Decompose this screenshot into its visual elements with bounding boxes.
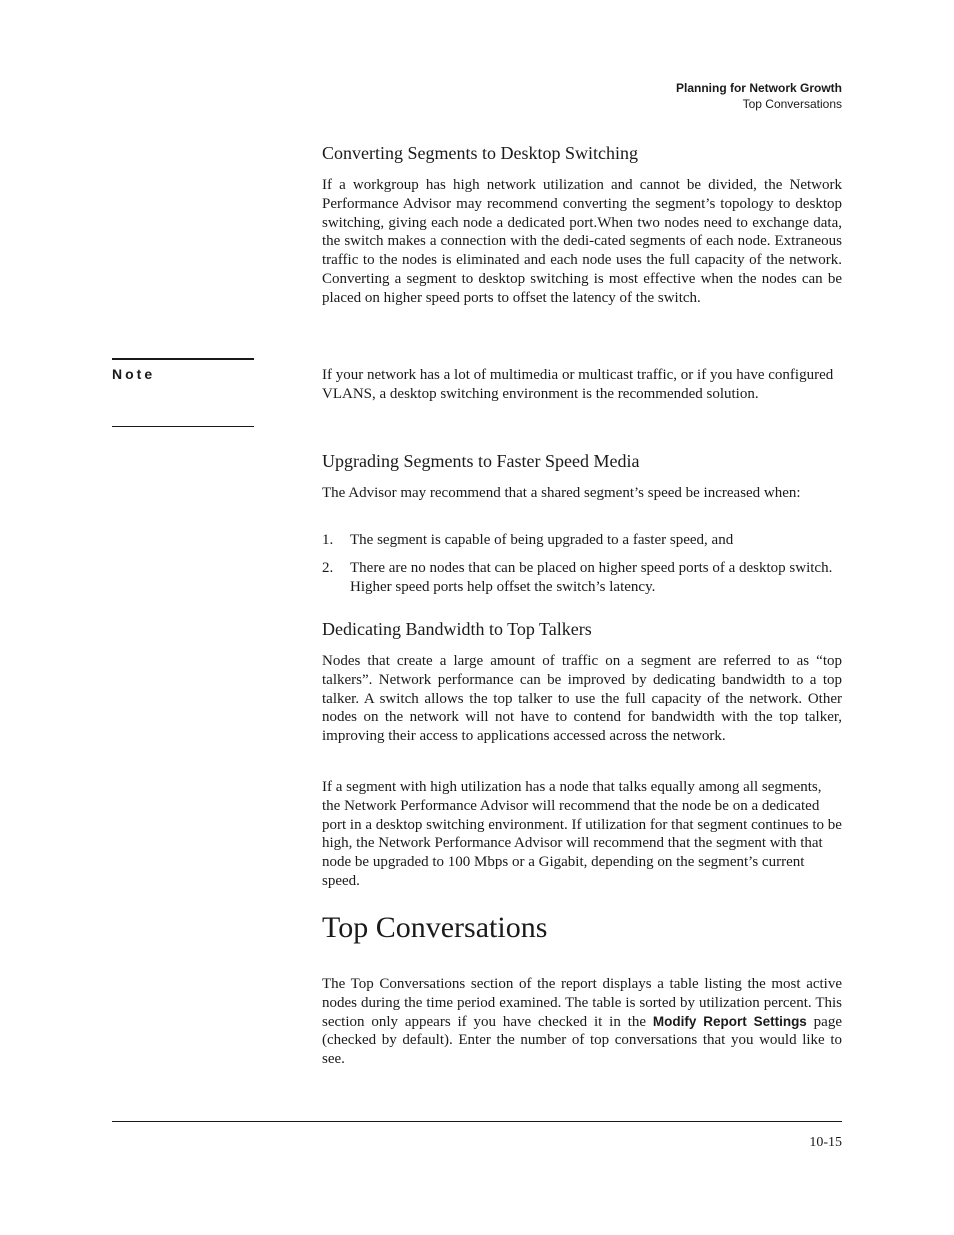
- list-item: [322, 531, 842, 550]
- paragraph: If a workgroup has high network utilization and cannot be divided, the Network Performance Advisor may recommend converting the segment’s topology to desktop switching, giving each node a dedicated port.When two nodes need to exchange data, the switch makes a connection with the dedi-cated segments of each node. Extraneous traffic to the nodes is eliminated and each node uses the full capacity of the network. Converting a segment to desktop switching is most effective when the nodes can be placed on higher speed ports to offset the latency of the switch.: [322, 177, 842, 306]
- list-item: [322, 559, 842, 597]
- section-top-conversations-body: [322, 975, 842, 1069]
- list-text: There are no nodes that can be placed on higher speed ports of a desktop switch. Higher speed ports help offset the switch’s latency.: [350, 560, 833, 595]
- note-top-rule: [112, 358, 254, 360]
- list-text: The segment is capable of being upgraded to a faster speed, and: [350, 532, 734, 548]
- section-upgrading-intro: [322, 484, 842, 503]
- page-number: 10-15: [809, 1135, 842, 1150]
- paragraph: If your network has a lot of multimedia or multicast traffic, or if you have configured VLANS, a desktop switching environment is the recommended solution.: [322, 367, 834, 402]
- note-bottom-rule: [112, 426, 254, 427]
- running-header-chapter: Planning for Network Growth: [675, 81, 842, 95]
- note-label: Note: [112, 366, 156, 382]
- footer-rule: [112, 1121, 842, 1122]
- running-header-section: Top Conversations: [742, 97, 842, 111]
- paragraph: [322, 975, 842, 1069]
- modify-report-settings-ref: Modify Report Settings: [652, 1013, 807, 1029]
- heading-converting-segments: Converting Segments to Desktop Switching: [322, 143, 638, 163]
- note-text: [322, 366, 842, 404]
- paragraph: If a segment with high utilization has a node that talks equally among all segments, the Network Performance Advisor will recommend that the node be on a dedicated port in a desktop switching environment. If utilization for that segment continues to be high, the Network Performance Advisor will recommend that the segment with that node be upgraded to 100 Mbps or a Gigabit, depending on the segment’s current speed.: [322, 779, 842, 889]
- heading-upgrading-segments: Upgrading Segments to Faster Speed Media: [322, 451, 640, 471]
- text-run: The Top Conversations section of the report displays a table listing the most active nodes during the time period examined. The table is sorted by utilization percent. This section only appears if you have checked it in the: [322, 976, 842, 1030]
- list-number: 2.: [322, 560, 334, 576]
- section-dedicating-bandwidth-p2: [322, 778, 842, 891]
- paragraph: The Advisor may recommend that a shared segment’s speed be increased when:: [322, 485, 801, 501]
- section-converting-segments-body: [322, 176, 842, 308]
- text-run: page (checked by default). Enter the number of top conversations that you would like to see.: [322, 1013, 842, 1068]
- heading-dedicating-bandwidth: Dedicating Bandwidth to Top Talkers: [322, 619, 592, 639]
- section-dedicating-bandwidth-p1: [322, 652, 842, 746]
- paragraph: Nodes that create a large amount of traffic on a segment are referred to as “top talkers”. Network performance can be improved by dedicating bandwidth to a top talker. A switch allows the top talker to use the full capacity of the network. Other nodes on the network will not have to contend for bandwidth with the top talker, improving their access to applications accessed across the network.: [322, 653, 842, 745]
- list-number: 1.: [322, 532, 334, 548]
- heading-top-conversations: Top Conversations: [322, 911, 548, 944]
